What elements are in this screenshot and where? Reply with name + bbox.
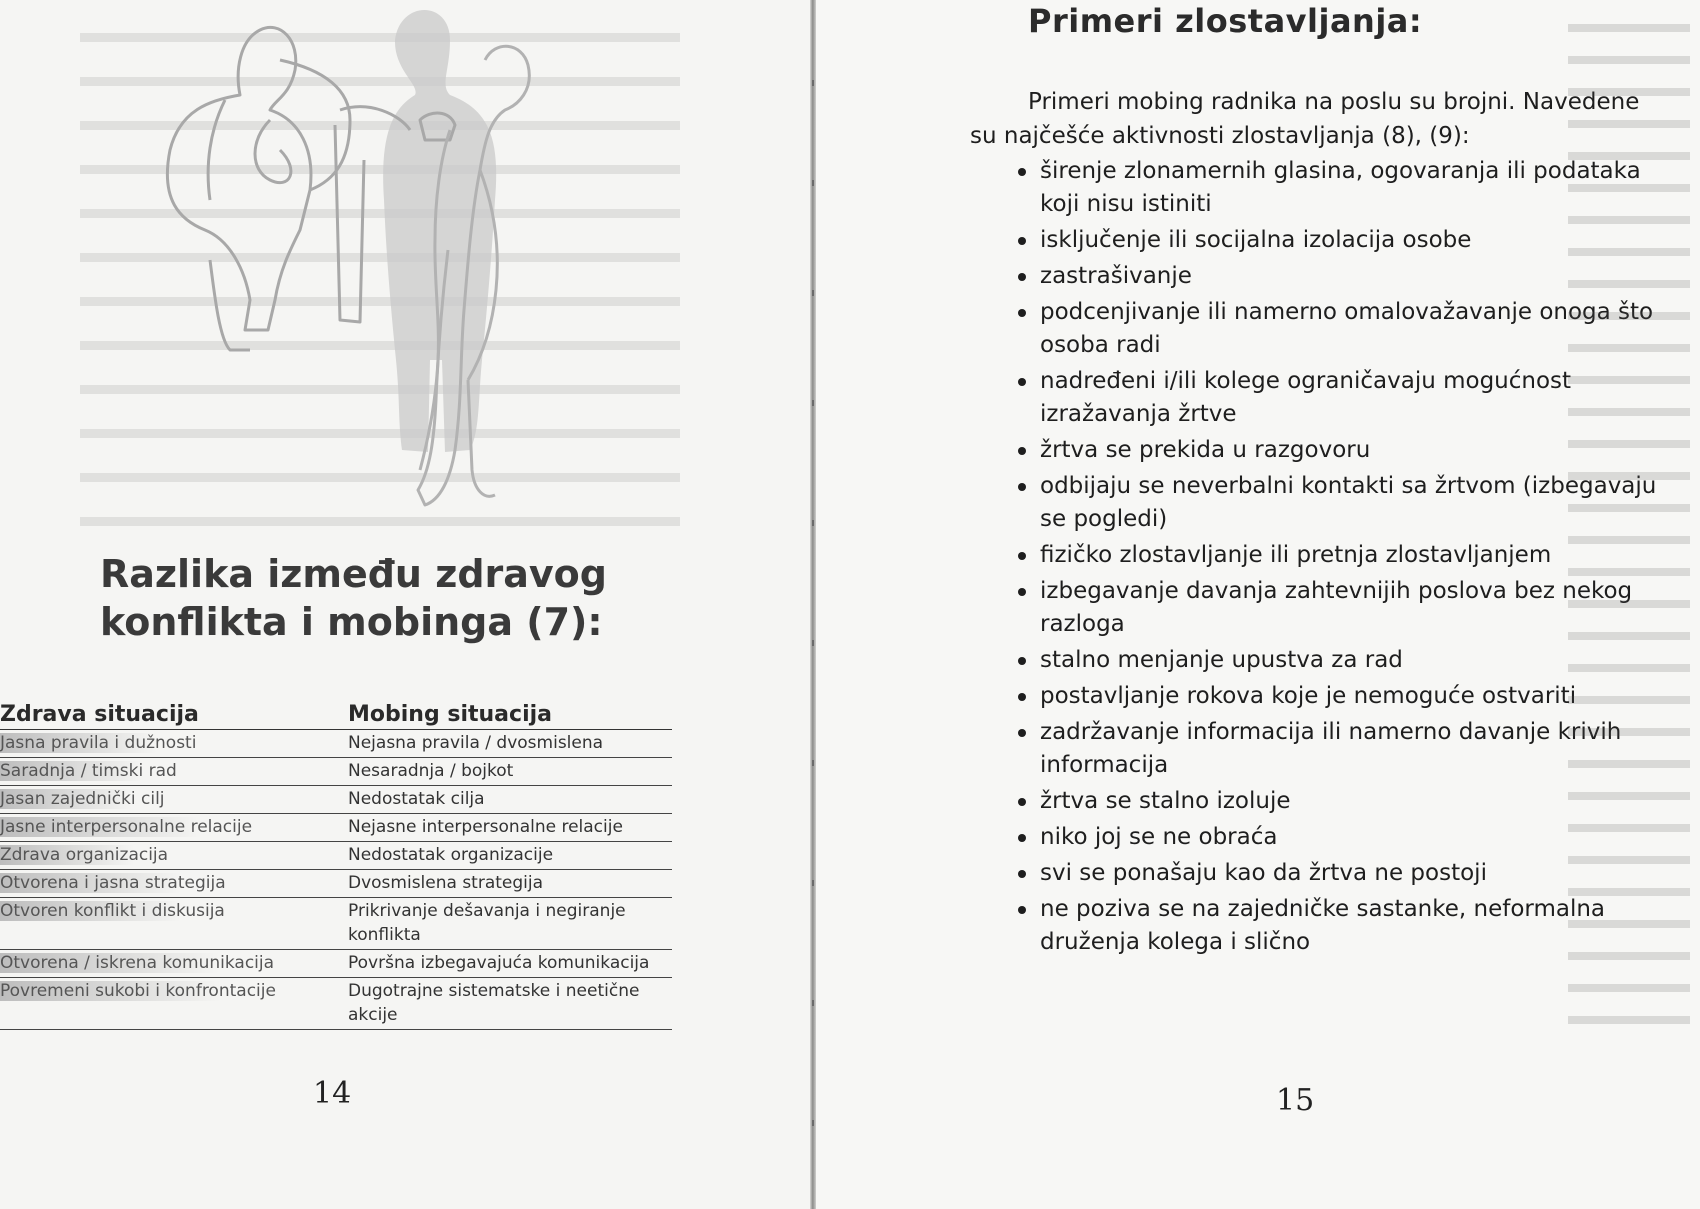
table-cell: Jasna pravila i dužnosti	[0, 733, 197, 753]
list-item: nadređeni i/ili kolege ograničavaju mogućnost izražavanja žrtve	[1018, 365, 1663, 431]
bullet-icon	[1018, 693, 1026, 701]
list-item: žrtva se prekida u razgovoru	[1018, 434, 1663, 467]
table-row	[0, 870, 672, 898]
table-cell: Saradnja / timski rad	[0, 761, 177, 781]
list-item: svi se ponašaju kao da žrtva ne postoji	[1018, 857, 1663, 890]
binding-stitch	[812, 640, 814, 646]
list-item: fizičko zlostavljanje ili pretnja zlostavljanjem	[1018, 539, 1663, 572]
list-item: zastrašivanje	[1018, 260, 1663, 293]
list-item: odbijaju se neverbalni kontakti sa žrtvom (izbegavaju se pogledi)	[1018, 470, 1663, 536]
bullet-icon	[1018, 906, 1026, 914]
bullet-icon	[1018, 309, 1026, 317]
table-row	[0, 898, 672, 950]
list-item: niko joj se ne obraća	[1018, 821, 1663, 854]
table-cell: Dugotrajne sistematske i neetične akcije	[346, 978, 672, 1030]
binding-stitch	[812, 520, 814, 526]
bullet-icon	[1018, 447, 1026, 455]
page-number-left: 14	[313, 1076, 352, 1111]
bullet-icon	[1018, 657, 1026, 665]
bullet-icon	[1018, 168, 1026, 176]
bullet-icon	[1018, 870, 1026, 878]
comparison-table	[0, 700, 672, 1030]
table-cell: Površna izbegavajuća komunikacija	[346, 950, 672, 978]
table-cell: Jasne interpersonalne relacije	[0, 817, 253, 837]
abuse-examples-list	[1018, 155, 1663, 962]
section-title-line2: konflikta i mobinga (7):	[100, 600, 603, 644]
table-header-row	[0, 700, 672, 730]
table-row	[0, 950, 672, 978]
binding-stitch	[812, 290, 814, 296]
table-cell: Povremeni sukobi i konfrontacije	[0, 981, 276, 1001]
bullet-icon	[1018, 483, 1026, 491]
bullet-icon	[1018, 798, 1026, 806]
list-item: zadržavanje informacija ili namerno davanje krivih informacija	[1018, 716, 1663, 782]
binding-stitch	[812, 80, 814, 86]
list-item: isključenje ili socijalna izolacija osobe	[1018, 224, 1663, 257]
table-cell: Otvorena / iskrena komunikacija	[0, 953, 275, 973]
section-title	[100, 550, 660, 646]
list-item: žrtva se stalno izoluje	[1018, 785, 1663, 818]
table-cell: Dvosmislena strategija	[346, 870, 672, 898]
page-title: Primeri zlostavljanja:	[1028, 2, 1423, 40]
table-row	[0, 730, 672, 758]
table-cell: Jasan zajednički cilj	[0, 789, 165, 809]
list-item: širenje zlonamernih glasina, ogovaranja ili podataka koji nisu istiniti	[1018, 155, 1663, 221]
table-cell: Nesaradnja / bojkot	[346, 758, 672, 786]
bullet-icon	[1018, 834, 1026, 842]
table-cell: Nedostatak organizacije	[346, 842, 672, 870]
binding-stitch	[812, 1000, 814, 1006]
table-row	[0, 758, 672, 786]
table-row	[0, 842, 672, 870]
left-page	[0, 0, 812, 1209]
table-cell: Otvoren konflikt i diskusija	[0, 901, 225, 921]
list-item: podcenjivanje ili namerno omalovažavanje onoga što osoba radi	[1018, 296, 1663, 362]
bullet-icon	[1018, 378, 1026, 386]
column-header-healthy: Zdrava situacija	[0, 700, 346, 730]
table-cell: Prikrivanje dešavanja i negiranje konflikta	[346, 898, 672, 950]
list-item: izbegavanje davanja zahtevnijih poslova bez nekog razloga	[1018, 575, 1663, 641]
section-title-line1: Razlika između zdravog	[100, 552, 607, 596]
bullet-icon	[1018, 588, 1026, 596]
bullet-icon	[1018, 552, 1026, 560]
table-row	[0, 978, 672, 1030]
table-cell: Nedostatak cilja	[346, 786, 672, 814]
bullet-icon	[1018, 273, 1026, 281]
page-number-right: 15	[1276, 1083, 1315, 1118]
list-item: ne poziva se na zajedničke sastanke, neformalna druženja kolega i slično	[1018, 893, 1663, 959]
bullet-icon	[1018, 729, 1026, 737]
table-cell: Zdrava organizacija	[0, 845, 169, 865]
table-cell: Nejasna pravila / dvosmislena	[346, 730, 672, 758]
table-row	[0, 786, 672, 814]
binding-stitch	[812, 1120, 814, 1126]
binding-stitch	[812, 180, 814, 186]
table-row	[0, 814, 672, 842]
bullet-icon	[1018, 237, 1026, 245]
intro-paragraph: Primeri mobing radnika na poslu su brojni. Navedene su najčešće aktivnosti zlostavljanja (8), (9):	[970, 89, 1640, 149]
binding-stitch	[812, 760, 814, 766]
show-through-text-right	[1568, 0, 1700, 1209]
list-item: postavljanje rokova koje je nemoguće ostvariti	[1018, 680, 1663, 713]
people-figures-illustration	[150, 0, 590, 530]
table-cell: Nejasne interpersonalne relacije	[346, 814, 672, 842]
binding-stitch	[812, 400, 814, 406]
column-header-mobbing: Mobing situacija	[346, 700, 672, 730]
list-item: stalno menjanje upustva za rad	[1018, 644, 1663, 677]
table-cell: Otvorena i jasna strategija	[0, 873, 226, 893]
binding-stitch	[812, 880, 814, 886]
